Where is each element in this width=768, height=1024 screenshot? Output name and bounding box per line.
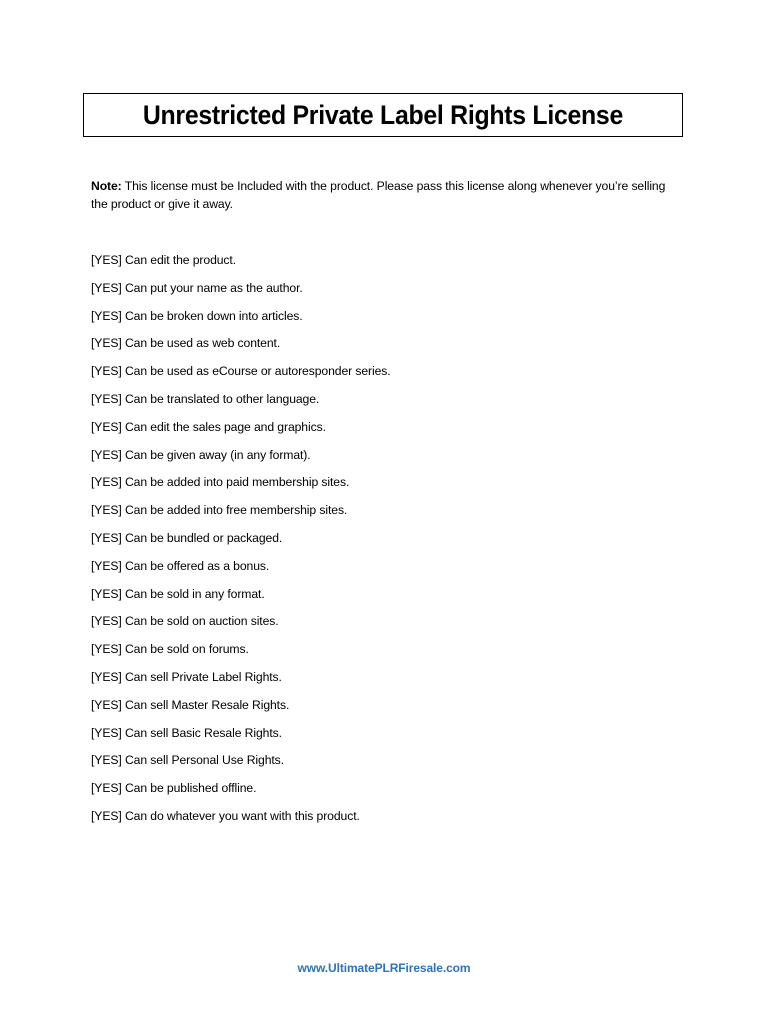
note-label: Note: bbox=[91, 179, 122, 193]
rights-item: [YES] Can be sold on auction sites. bbox=[91, 614, 279, 629]
rights-item: [YES] Can sell Private Label Rights. bbox=[91, 669, 282, 684]
rights-item: [YES] Can be sold on forums. bbox=[91, 642, 249, 657]
rights-item: [YES] Can be sold in any format. bbox=[91, 586, 265, 601]
rights-item: [YES] Can edit the sales page and graphics. bbox=[91, 419, 326, 434]
rights-item: [YES] Can sell Basic Resale Rights. bbox=[91, 725, 282, 740]
rights-item: [YES] Can sell Master Resale Rights. bbox=[91, 697, 290, 712]
rights-item: [YES] Can put your name as the author. bbox=[91, 280, 303, 295]
rights-item: [YES] Can be added into free membership sites. bbox=[91, 503, 348, 518]
license-note bbox=[91, 177, 681, 213]
rights-item: [YES] Can be given away (in any format). bbox=[91, 447, 311, 462]
rights-list bbox=[91, 251, 391, 835]
footer bbox=[0, 961, 768, 975]
title-box bbox=[83, 93, 683, 137]
note-text: This license must be Included with the product. Please pass this license along whenever you’re selling the product or give it away. bbox=[91, 179, 666, 211]
document-title: Unrestricted Private Label Rights License bbox=[142, 99, 624, 130]
rights-item: [YES] Can be published offline. bbox=[91, 781, 257, 796]
rights-item: [YES] Can be offered as a bonus. bbox=[91, 558, 270, 573]
rights-item: [YES] Can edit the product. bbox=[91, 253, 236, 267]
rights-item: [YES] Can be used as web content. bbox=[91, 336, 281, 351]
rights-item: [YES] Can be bundled or packaged. bbox=[91, 530, 283, 545]
footer-website-link[interactable]: www.UltimatePLRFiresale.com bbox=[297, 961, 471, 975]
rights-item: [YES] Can be translated to other language. bbox=[91, 391, 320, 406]
rights-item: [YES] Can do whatever you want with this product. bbox=[91, 808, 360, 823]
rights-item: [YES] Can be used as eCourse or autoresponder series. bbox=[91, 364, 391, 379]
rights-item: [YES] Can sell Personal Use Rights. bbox=[91, 753, 284, 768]
rights-item: [YES] Can be added into paid membership sites. bbox=[91, 475, 350, 490]
rights-item: [YES] Can be broken down into articles. bbox=[91, 308, 303, 323]
